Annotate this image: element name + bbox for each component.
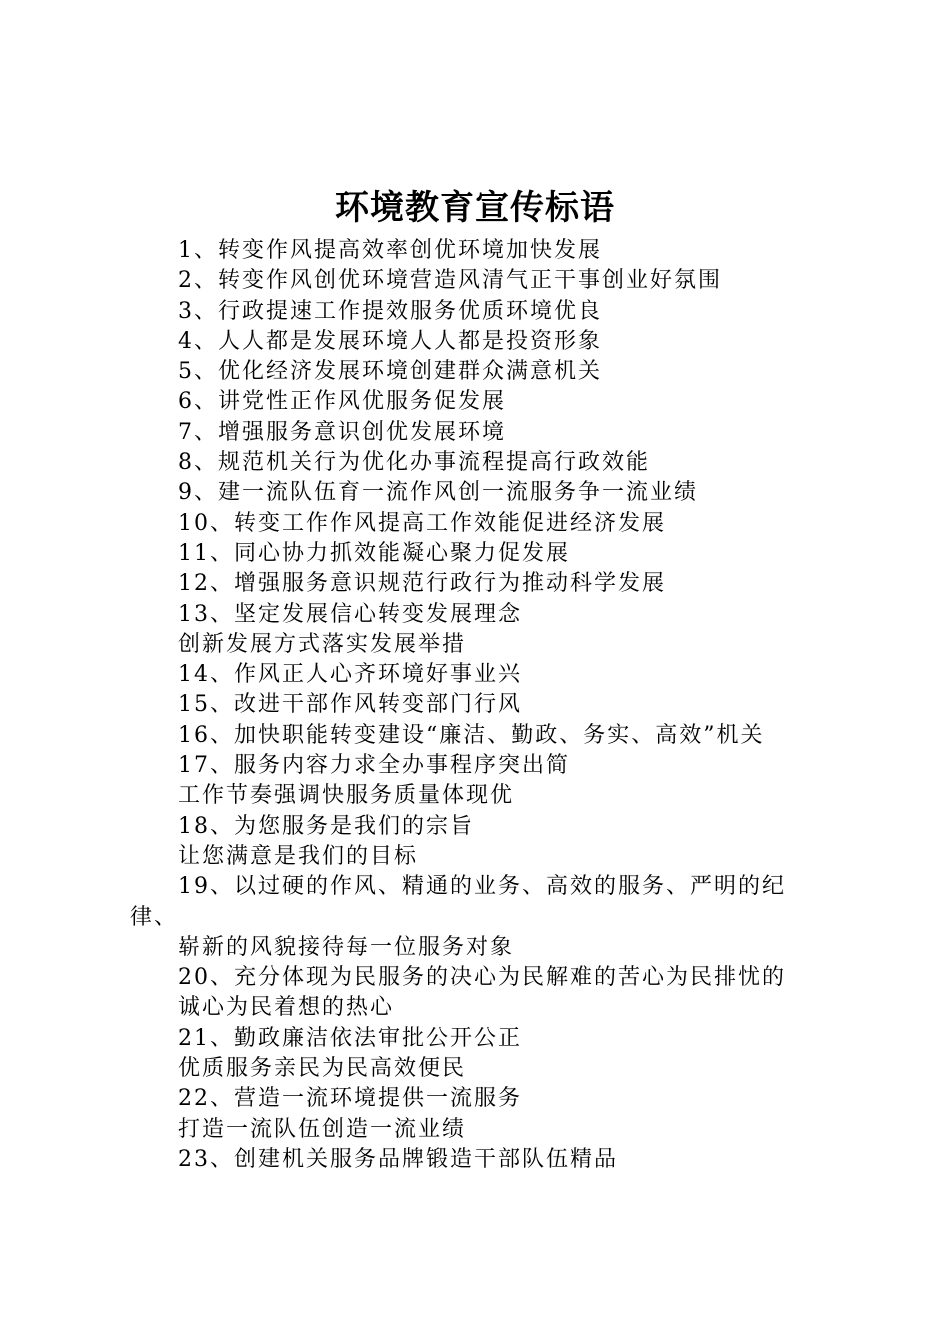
slogan-line: 6、讲党性正作风优服务促发展 <box>178 389 506 415</box>
slogan-line: 23、创建机关服务品牌锻造干部队伍精品 <box>178 1146 618 1172</box>
slogan-line: 7、增强服务意识创优发展环境 <box>178 419 506 445</box>
slogan-line: 15、改进干部作风转变部门行风 <box>178 692 522 718</box>
slogan-line: 打造一流队伍创造一流业绩 <box>178 1116 467 1142</box>
slogan-line: 22、营造一流环境提供一流服务 <box>178 1086 522 1112</box>
slogan-line: 16、加快职能转变建设“廉洁、勤政、务实、高效”机关 <box>178 722 765 748</box>
slogan-line: 崭新的风貌接待每一位服务对象 <box>178 934 515 960</box>
slogan-line: 让您满意是我们的目标 <box>178 843 419 869</box>
slogan-line: 5、优化经济发展环境创建群众满意机关 <box>178 359 602 385</box>
slogan-line: 17、服务内容力求全办事程序突出简 <box>178 753 570 779</box>
slogan-line: 10、转变工作作风提高工作效能促进经济发展 <box>178 510 666 536</box>
slogan-line: 4、人人都是发展环境人人都是投资形象 <box>178 328 602 354</box>
slogan-line: 13、坚定发展信心转变发展理念 <box>178 601 522 627</box>
slogan-line: 11、同心协力抓效能凝心聚力促发展 <box>178 540 570 566</box>
slogan-line: 优质服务亲民为民高效便民 <box>178 1056 467 1082</box>
slogan-line: 诚心为民着想的热心 <box>178 995 395 1021</box>
slogan-line: 8、规范机关行为优化办事流程提高行政效能 <box>178 450 650 476</box>
slogan-line: 20、充分体现为民服务的决心为民解难的苦心为民排忧的 <box>178 965 786 991</box>
slogan-line: 21、勤政廉洁依法审批公开公正 <box>178 1025 522 1051</box>
slogan-list <box>130 236 840 1175</box>
slogan-line: 9、建一流队伍育一流作风创一流服务争一流业绩 <box>178 480 698 506</box>
slogan-line: 2、转变作风创优环境营造风清气正干事创业好氛围 <box>178 268 722 294</box>
slogan-line: 3、行政提速工作提效服务优质环境优良 <box>178 298 602 324</box>
page-title: 环境教育宣传标语 <box>335 188 615 228</box>
slogan-line: 律、 <box>130 904 179 930</box>
slogan-line: 14、作风正人心齐环境好事业兴 <box>178 662 522 688</box>
slogan-line: 1、转变作风提高效率创优环境加快发展 <box>178 238 602 263</box>
slogan-line: 18、为您服务是我们的宗旨 <box>178 813 474 839</box>
slogan-line: 工作节奏强调快服务质量体现优 <box>178 783 515 809</box>
slogan-line: 12、增强服务意识规范行政行为推动科学发展 <box>178 571 666 597</box>
slogan-line: 19、以过硬的作风、精通的业务、高效的服务、严明的纪 <box>178 874 786 900</box>
slogan-line: 创新发展方式落实发展举措 <box>178 631 467 657</box>
